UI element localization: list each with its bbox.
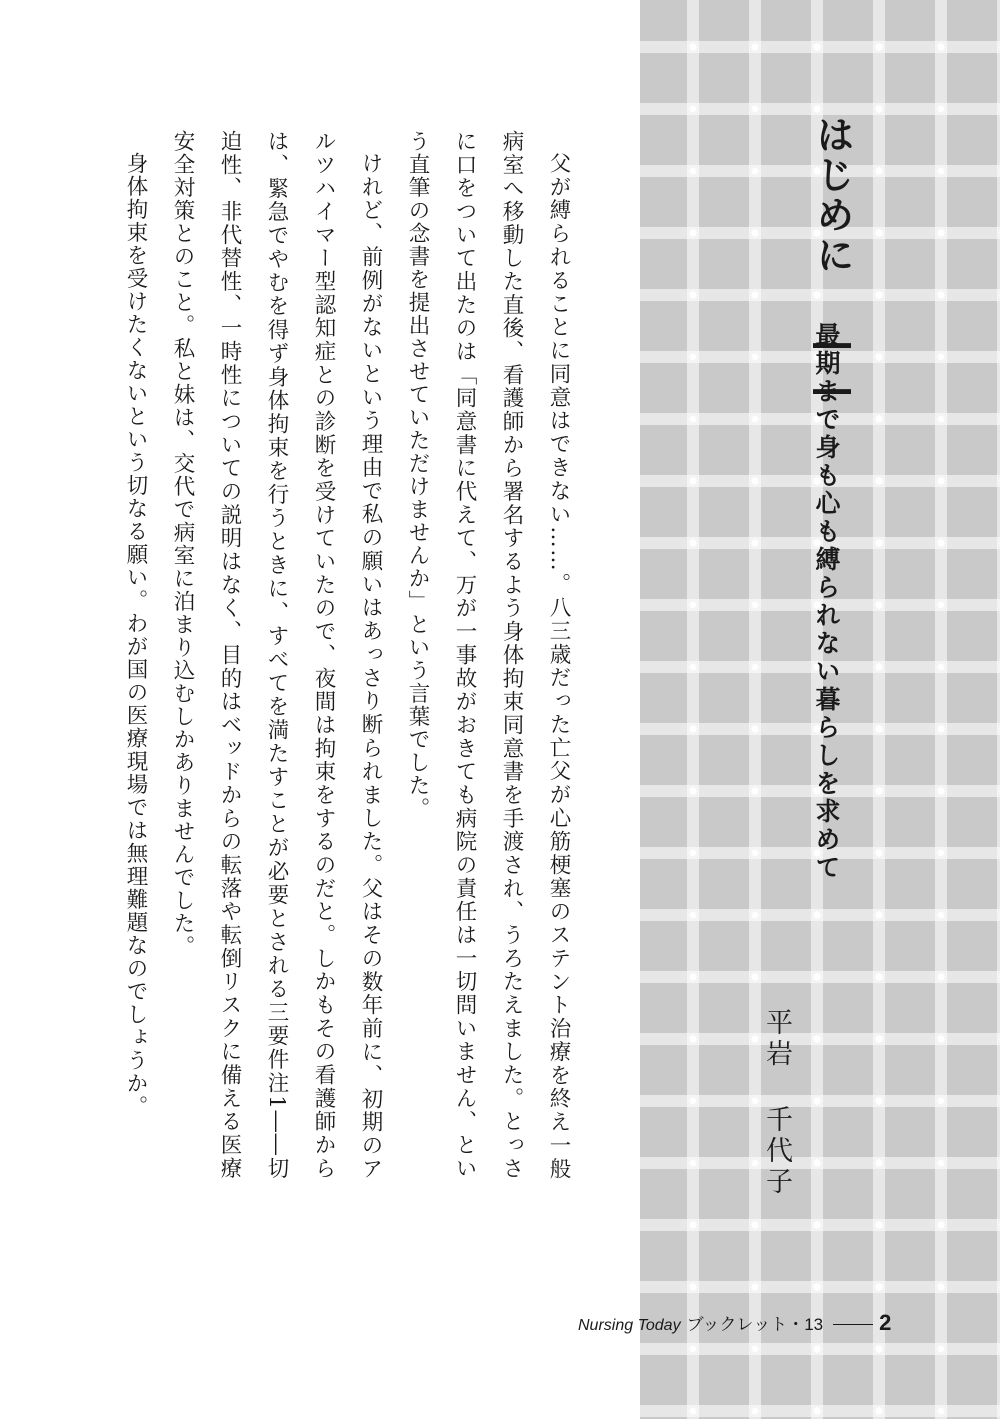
page-footer [578, 1310, 891, 1336]
paragraph: 身体拘束を受けたくないという切なる願い。わが国の医療現場では無理難題なのでしょうか。 [123, 151, 148, 1118]
author-name: 平岩 千代子 [761, 1008, 792, 1198]
booklet-label: ブックレット・13 [686, 1315, 824, 1334]
footer-rule [833, 1324, 873, 1325]
page-number: 2 [879, 1310, 892, 1335]
chapter-subtitle: 最期まで身も心も縛られない暮らしを求めて [812, 322, 841, 882]
chapter-heading: はじめに ―― [810, 115, 854, 413]
paragraph: 父が縛られることに同意はできない……。八三歳だった亡父が心筋梗塞のステント治療を終え一般病室へ移動した直後、看護師から署名するよう身体拘束同意書を手渡され、うろたえました。とっさに口をついて出たのは「同意書に代えて、万が一事故がおきても病院の責任は一切問いません、という直筆の念書を提出させていただけませんか」という言葉でした。 [405, 130, 571, 1180]
paragraph: けれど、前例がないという理由で私の願いはあっさり断られました。父はその数年前に、初期のアルツハイマー型認知症との診断を受けていたので、夜間は拘束をするのだと。しかもその看護師からは、緊急でやむを得ず身体拘束を行うときに、すべてを満たすことが必要とされる三要件注1――切迫性、非代替性、一時性についての説明はなく、目的はベッドからの転落や転倒リスクに備える医療安全対策とのこと。私と妹は、交代で病室に泊まり込むしかありませんでした。 [170, 130, 383, 1181]
series-title: Nursing Today [578, 1317, 681, 1334]
body-text [123, 130, 582, 1181]
